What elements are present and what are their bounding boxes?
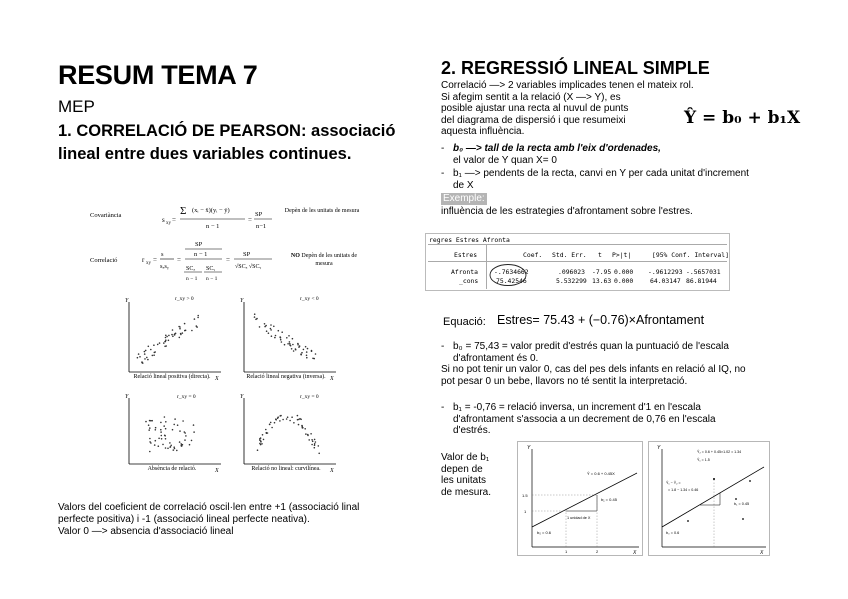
scatter-point bbox=[163, 342, 165, 344]
scatter-point bbox=[278, 330, 280, 332]
scatter-point bbox=[169, 442, 171, 444]
scatter-point bbox=[286, 418, 288, 420]
scatter-point bbox=[161, 438, 163, 440]
model-equation: Ŷ = b₀ + b₁X bbox=[684, 108, 801, 128]
scatter-point bbox=[160, 422, 162, 424]
scatter-point bbox=[174, 334, 176, 336]
scatter-point bbox=[165, 337, 167, 339]
scatter-point bbox=[165, 335, 167, 337]
scatter-point bbox=[194, 318, 196, 320]
scatter-point bbox=[150, 420, 152, 422]
scatter-point bbox=[171, 334, 173, 336]
cov-label: Covariància bbox=[90, 212, 122, 219]
svg-text:n − 1: n − 1 bbox=[206, 223, 220, 230]
scatter-point bbox=[302, 427, 304, 429]
scatter-point bbox=[137, 357, 139, 359]
scatter-point bbox=[306, 351, 308, 353]
scatter-point bbox=[260, 440, 262, 442]
scatter-point bbox=[158, 438, 160, 440]
scatter-point bbox=[172, 429, 174, 431]
scatter-point bbox=[147, 359, 149, 361]
scatter-point bbox=[173, 446, 175, 448]
svg-text:X: X bbox=[215, 468, 219, 474]
svg-text:= 1.8 − 1.34 = 0.46: = 1.8 − 1.34 = 0.46 bbox=[668, 488, 699, 492]
scatter-point bbox=[280, 339, 282, 341]
scatter-point bbox=[318, 453, 320, 455]
scatter-point bbox=[291, 416, 293, 418]
scatter-point bbox=[189, 444, 191, 446]
scatter-point bbox=[160, 431, 162, 433]
scatter-point bbox=[148, 346, 150, 348]
svg-text:Y: Y bbox=[240, 394, 244, 400]
scatter-point bbox=[254, 316, 256, 318]
svg-text:X: X bbox=[633, 550, 637, 556]
svg-text:Ŷ₁ = 1.5: Ŷ₁ = 1.5 bbox=[697, 458, 710, 462]
scatter-point bbox=[270, 328, 272, 330]
scatter-point bbox=[191, 440, 193, 442]
scatter-point bbox=[289, 341, 291, 343]
svg-text:SP: SP bbox=[195, 241, 203, 248]
scatter-point bbox=[307, 434, 309, 436]
svg-text:1: 1 bbox=[565, 549, 568, 554]
scatter-point bbox=[292, 338, 294, 340]
scatter-point bbox=[287, 343, 289, 345]
scatter-point bbox=[289, 420, 291, 422]
scatter-point bbox=[271, 427, 273, 429]
scatter-point bbox=[311, 444, 313, 446]
scatter-point bbox=[184, 432, 186, 434]
scatter-point bbox=[287, 416, 289, 418]
svg-text:SP: SP bbox=[255, 211, 263, 218]
scatter-negative bbox=[230, 294, 340, 382]
scatter-point bbox=[263, 439, 265, 441]
scatter-point bbox=[293, 350, 295, 352]
scatter-point bbox=[161, 435, 163, 437]
scatter-point bbox=[271, 335, 273, 337]
b0-interpretation: - b₀ = 75,43 = valor predit d'estrés quan la puntuació de l'escala d'afrontament és 0. Si no pot tenir un valor 0, cas del pes dels infants en relació al IQ, no pot pesar 0 un bebe, llavors no té sentit la interpretació. bbox=[441, 341, 746, 387]
scatter-point bbox=[160, 429, 162, 431]
scatter-point bbox=[172, 336, 174, 338]
scatter-point bbox=[159, 342, 161, 344]
scatter-point bbox=[165, 421, 167, 423]
scatter-point bbox=[168, 340, 170, 342]
svg-text:b₀ = 0.6: b₀ = 0.6 bbox=[666, 531, 680, 535]
section-heading-correlation: 1. CORRELACIÓ DE PEARSON: associació lineal entre dues variables continues. bbox=[58, 122, 396, 163]
scatter-point bbox=[262, 434, 264, 436]
svg-text:=: = bbox=[172, 216, 176, 224]
scatter-point bbox=[144, 351, 146, 353]
scatter-point bbox=[259, 438, 261, 440]
exemple-text: influència de les estrategies d'afrontament sobre l'estres. bbox=[441, 206, 693, 217]
svg-text:xy: xy bbox=[166, 221, 171, 226]
svg-text:=: = bbox=[177, 256, 181, 264]
scatter-point bbox=[300, 419, 302, 421]
scatter-point bbox=[298, 424, 300, 426]
scatter-point bbox=[312, 441, 314, 443]
equation-label: Equació: bbox=[443, 316, 486, 328]
scatter-point bbox=[314, 444, 316, 446]
svg-text:n − 1: n − 1 bbox=[186, 276, 198, 282]
scatter-point bbox=[289, 343, 291, 345]
scatter-none-r: r_xy = 0 bbox=[177, 394, 196, 400]
svg-text:Y: Y bbox=[527, 445, 531, 451]
scatter-point bbox=[314, 447, 316, 449]
scatter-point bbox=[179, 328, 181, 330]
scatter-point bbox=[144, 358, 146, 360]
scatter-point bbox=[300, 354, 302, 356]
scatter-point bbox=[298, 419, 300, 421]
scatter-point bbox=[167, 448, 169, 450]
scatter-point bbox=[173, 449, 175, 451]
scatter-point bbox=[179, 337, 181, 339]
scatter-point bbox=[288, 335, 290, 337]
svg-text:SCᵧ: SCᵧ bbox=[206, 266, 215, 272]
scatter-positive-caption: Relació lineal positiva (directa). bbox=[133, 374, 211, 380]
scatter-point bbox=[184, 330, 186, 332]
scatter-point bbox=[184, 323, 186, 325]
scatter-point bbox=[197, 317, 199, 319]
scatter-point bbox=[182, 444, 184, 446]
scatter-point bbox=[152, 355, 154, 357]
svg-text:(xᵢ − x̄)(yᵢ − ȳ): (xᵢ − x̄)(yᵢ − ȳ) bbox=[192, 207, 230, 214]
svg-text:=: = bbox=[153, 256, 157, 264]
scatter-point bbox=[284, 344, 286, 346]
scatter-point bbox=[304, 428, 306, 430]
scatter-point bbox=[155, 440, 157, 442]
scatter-point bbox=[307, 348, 309, 350]
scatter-point bbox=[265, 429, 267, 431]
scatter-point bbox=[256, 318, 258, 320]
scatter-point bbox=[193, 424, 195, 426]
scatter-curvilinear bbox=[230, 392, 340, 474]
scatter-point bbox=[257, 449, 259, 451]
scatter-point bbox=[138, 353, 140, 355]
scatter-point bbox=[149, 451, 151, 453]
scatter-point bbox=[297, 344, 299, 346]
covariance-formula bbox=[160, 200, 280, 236]
scatter-point bbox=[259, 443, 261, 445]
scatter-point bbox=[306, 355, 308, 357]
scatter-point bbox=[175, 333, 177, 335]
scatter-point bbox=[305, 433, 307, 435]
svg-text:Y: Y bbox=[125, 298, 129, 304]
scatter-point bbox=[144, 353, 146, 355]
scatter-point bbox=[164, 435, 166, 437]
scatter-point bbox=[149, 427, 151, 429]
svg-text:xy: xy bbox=[146, 261, 151, 266]
svg-text:b₁ = 0.45: b₁ = 0.45 bbox=[601, 497, 617, 502]
scatter-point bbox=[165, 438, 167, 440]
b0-definition: - b₀ —> tall de la recta amb l'eix d'ordenades, el valor de Y quan X= 0 bbox=[441, 143, 661, 166]
svg-text:n − 1: n − 1 bbox=[194, 251, 208, 258]
scatter-none bbox=[115, 392, 225, 474]
scatter-positive-r: r_xy > 0 bbox=[175, 296, 194, 302]
scatter-point bbox=[163, 425, 165, 427]
graph1-eq: Ŷ = 0.6 + 0.45X bbox=[587, 471, 615, 476]
svg-text:n−1: n−1 bbox=[256, 223, 267, 230]
svg-text:=: = bbox=[248, 216, 252, 224]
scatter-point bbox=[297, 415, 299, 417]
b1-units-note: Valor de b₁ depen de les unitats de mesura. bbox=[441, 452, 492, 498]
scatter-point bbox=[311, 439, 313, 441]
scatter-point bbox=[270, 422, 272, 424]
scatter-point bbox=[162, 444, 164, 446]
scatter-point bbox=[197, 315, 199, 317]
scatter-point bbox=[290, 345, 292, 347]
scatter-point bbox=[191, 330, 193, 332]
scatter-point bbox=[275, 335, 277, 337]
corr-label: Correlació bbox=[90, 257, 118, 264]
scatter-point bbox=[291, 348, 293, 350]
corr-note: NO Depèn de les unitats de mesura bbox=[290, 253, 358, 267]
scatter-point bbox=[145, 421, 147, 423]
svg-text:b₀ = 0.6: b₀ = 0.6 bbox=[537, 530, 552, 535]
b1-definition: - b₁ —> pendents de la recta, canvi en Y per cada unitat d'increment de X bbox=[441, 168, 749, 191]
scatter-point bbox=[266, 330, 268, 332]
svg-text:b₁ = 0.45: b₁ = 0.45 bbox=[734, 502, 750, 506]
svg-text:s: s bbox=[161, 251, 164, 258]
scatter-point bbox=[315, 353, 317, 355]
scatter-point bbox=[185, 435, 187, 437]
scatter-point bbox=[153, 344, 155, 346]
scatter-point bbox=[165, 428, 167, 430]
scatter-point bbox=[279, 415, 281, 417]
svg-text:n − 1: n − 1 bbox=[206, 276, 218, 282]
scatter-point bbox=[158, 445, 160, 447]
scatter-positive bbox=[115, 294, 225, 382]
scatter-point bbox=[155, 429, 157, 431]
page-subtitle: MEP bbox=[58, 97, 95, 116]
scatter-point bbox=[176, 450, 178, 452]
regression-intro: Correlació —> 2 variables implicades tenen el mateix rol. Si afegim sentit a la relació (X —> Y), es posible ajustar una recta al nuvul de punts del diagrama de dispersió i que resumeixi aquesta influència. bbox=[441, 80, 694, 138]
scatter-point bbox=[180, 334, 182, 336]
scatter-point bbox=[310, 433, 312, 435]
svg-text:1.5: 1.5 bbox=[522, 493, 528, 498]
scatter-point bbox=[153, 354, 155, 356]
scatter-point bbox=[313, 358, 315, 360]
stata-output: regres Estres Afronta Estres Coef. Std. Err. t P>|t| [95% Conf. Interval] Afronta -.7634662 .096023 -7.95 0.000 -.9612293 -.5657031 _cons 75.42546 5.532299 13.63 0.000 64.03147 86.81944 bbox=[425, 233, 730, 291]
coef-circle bbox=[488, 263, 528, 287]
scatter-point bbox=[154, 352, 156, 354]
svg-text:SCₓ: SCₓ bbox=[186, 266, 196, 272]
scatter-point bbox=[261, 443, 263, 445]
scatter-point bbox=[148, 429, 150, 431]
svg-text:sₓsᵧ: sₓsᵧ bbox=[160, 263, 169, 270]
svg-text:X: X bbox=[760, 550, 764, 556]
scatter-point bbox=[305, 346, 307, 348]
scatter-point bbox=[295, 348, 297, 350]
svg-text:1: 1 bbox=[524, 509, 527, 514]
scatter-point bbox=[315, 441, 317, 443]
scatter-point bbox=[259, 326, 261, 328]
svg-text:SP: SP bbox=[243, 251, 251, 258]
scatter-point bbox=[286, 337, 288, 339]
exemple-tag: Exemple: bbox=[443, 193, 485, 204]
svg-text:r: r bbox=[142, 256, 145, 264]
scatter-negative-caption: Relació lineal negativa (inversa). bbox=[246, 374, 326, 380]
scatter-point bbox=[301, 425, 303, 427]
cov-note: Depèn de les unitats de mesura bbox=[284, 208, 360, 214]
scatter-point bbox=[151, 420, 153, 422]
svg-text:2: 2 bbox=[596, 549, 599, 554]
scatter-point bbox=[193, 431, 195, 433]
scatter-point bbox=[293, 422, 295, 424]
scatter-negative-r: r_xy < 0 bbox=[300, 296, 319, 302]
scatter-point bbox=[279, 336, 281, 338]
svg-text:Y: Y bbox=[125, 394, 129, 400]
svg-text:=: = bbox=[226, 256, 230, 264]
scatter-point bbox=[142, 362, 144, 364]
svg-text:Ŷ₁ − Ŷ₂ =: Ŷ₁ − Ŷ₂ = bbox=[666, 481, 681, 485]
scatter-point bbox=[265, 325, 267, 327]
scatter-point bbox=[279, 420, 281, 422]
scatter-point bbox=[149, 438, 151, 440]
scatter-point bbox=[179, 326, 181, 328]
scatter-point bbox=[182, 420, 184, 422]
scatter-point bbox=[173, 424, 175, 426]
stata-command: regres Estres Afronta bbox=[429, 236, 510, 244]
correlation-formula bbox=[140, 238, 280, 284]
fitted-equation: Estres= 75.43 + (−0.76)×Afrontament bbox=[497, 313, 705, 327]
scatter-point bbox=[299, 345, 301, 347]
scatter-point bbox=[184, 439, 186, 441]
scatter-point bbox=[274, 337, 276, 339]
scatter-point bbox=[266, 432, 268, 434]
scatter-point bbox=[179, 430, 181, 432]
scatter-point bbox=[148, 424, 150, 426]
scatter-point bbox=[150, 349, 152, 351]
scatter-point bbox=[179, 441, 181, 443]
scatter-point bbox=[274, 422, 276, 424]
scatter-point bbox=[254, 313, 256, 315]
scatter-point bbox=[281, 331, 283, 333]
scatter-curvilinear-r: r_xy = 0 bbox=[300, 394, 319, 400]
scatter-point bbox=[165, 447, 167, 449]
scatter-point bbox=[166, 336, 168, 338]
scatter-point bbox=[164, 416, 166, 418]
regression-graph-1 bbox=[517, 441, 643, 556]
scatter-point bbox=[182, 332, 184, 334]
scatter-point bbox=[264, 323, 266, 325]
scatter-point bbox=[311, 350, 313, 352]
scatter-point bbox=[314, 443, 316, 445]
svg-text:Y: Y bbox=[657, 445, 661, 451]
scatter-point bbox=[165, 339, 167, 341]
scatter-none-caption: Absència de relació. bbox=[147, 466, 197, 472]
svg-text:1 unidad de X: 1 unidad de X bbox=[567, 516, 591, 520]
scatter-point bbox=[306, 357, 308, 359]
regression-graph-2 bbox=[648, 441, 770, 556]
scatter-point bbox=[308, 439, 310, 441]
scatter-point bbox=[154, 444, 156, 446]
scatter-point bbox=[273, 326, 275, 328]
scatter-point bbox=[270, 329, 272, 331]
scatter-point bbox=[275, 419, 277, 421]
scatter-point bbox=[268, 332, 270, 334]
scatter-point bbox=[170, 445, 172, 447]
scatter-point bbox=[270, 324, 272, 326]
scatter-point bbox=[303, 349, 305, 351]
scatter-point bbox=[292, 344, 294, 346]
scatter-point bbox=[269, 424, 271, 426]
scatter-point bbox=[301, 352, 303, 354]
scatter-curvilinear-caption: Relació no lineal: curvilínea. bbox=[251, 466, 321, 472]
scatter-point bbox=[157, 344, 159, 346]
scatter-point bbox=[314, 439, 316, 441]
b1-interpretation: - b₁ = -0,76 = relació inversa, un increment d'1 en l'escala d'afrontament s'associa a un decrement de 0,76 en l'escala d'estrés. bbox=[441, 402, 716, 437]
scatter-point bbox=[196, 325, 198, 327]
svg-text:Ŷ₂ = 0.6 + 0.45×1.02 = 1.34: Ŷ₂ = 0.6 + 0.45×1.02 = 1.34 bbox=[697, 450, 742, 454]
scatter-point bbox=[149, 441, 151, 443]
scatter-point bbox=[281, 341, 283, 343]
scatter-point bbox=[174, 418, 176, 420]
scatter-point bbox=[172, 329, 174, 331]
scatter-point bbox=[146, 357, 148, 359]
svg-text:Y: Y bbox=[240, 298, 244, 304]
scatter-point bbox=[318, 445, 320, 447]
scatter-point bbox=[277, 416, 279, 418]
svg-text:X: X bbox=[330, 468, 334, 474]
regression-title: 2. REGRESSIÓ LINEAL SIMPLE bbox=[441, 58, 710, 78]
scatter-point bbox=[165, 345, 167, 347]
scatter-point bbox=[282, 419, 284, 421]
scatter-point bbox=[139, 356, 141, 358]
svg-text:Σ: Σ bbox=[180, 205, 187, 217]
scatter-point bbox=[177, 424, 179, 426]
svg-text:X: X bbox=[330, 376, 334, 382]
scatter-point bbox=[181, 445, 183, 447]
svg-text:X: X bbox=[215, 376, 219, 382]
scatter-point bbox=[168, 335, 170, 337]
correlation-range-note: Valors del coeficient de correlació oscil·len entre +1 (associació linal perfecte positiva) i -1 (associació lineal perfecte neativa). Valor 0 —> absencia d'associació lineal bbox=[58, 502, 360, 537]
svg-text:√SCₓ √SCᵧ: √SCₓ √SCᵧ bbox=[235, 264, 262, 270]
page-title: RESUM TEMA 7 bbox=[58, 60, 258, 90]
svg-text:s: s bbox=[162, 216, 165, 224]
scatter-point bbox=[169, 446, 171, 448]
scatter-point bbox=[155, 427, 157, 429]
scatter-point bbox=[145, 350, 147, 352]
